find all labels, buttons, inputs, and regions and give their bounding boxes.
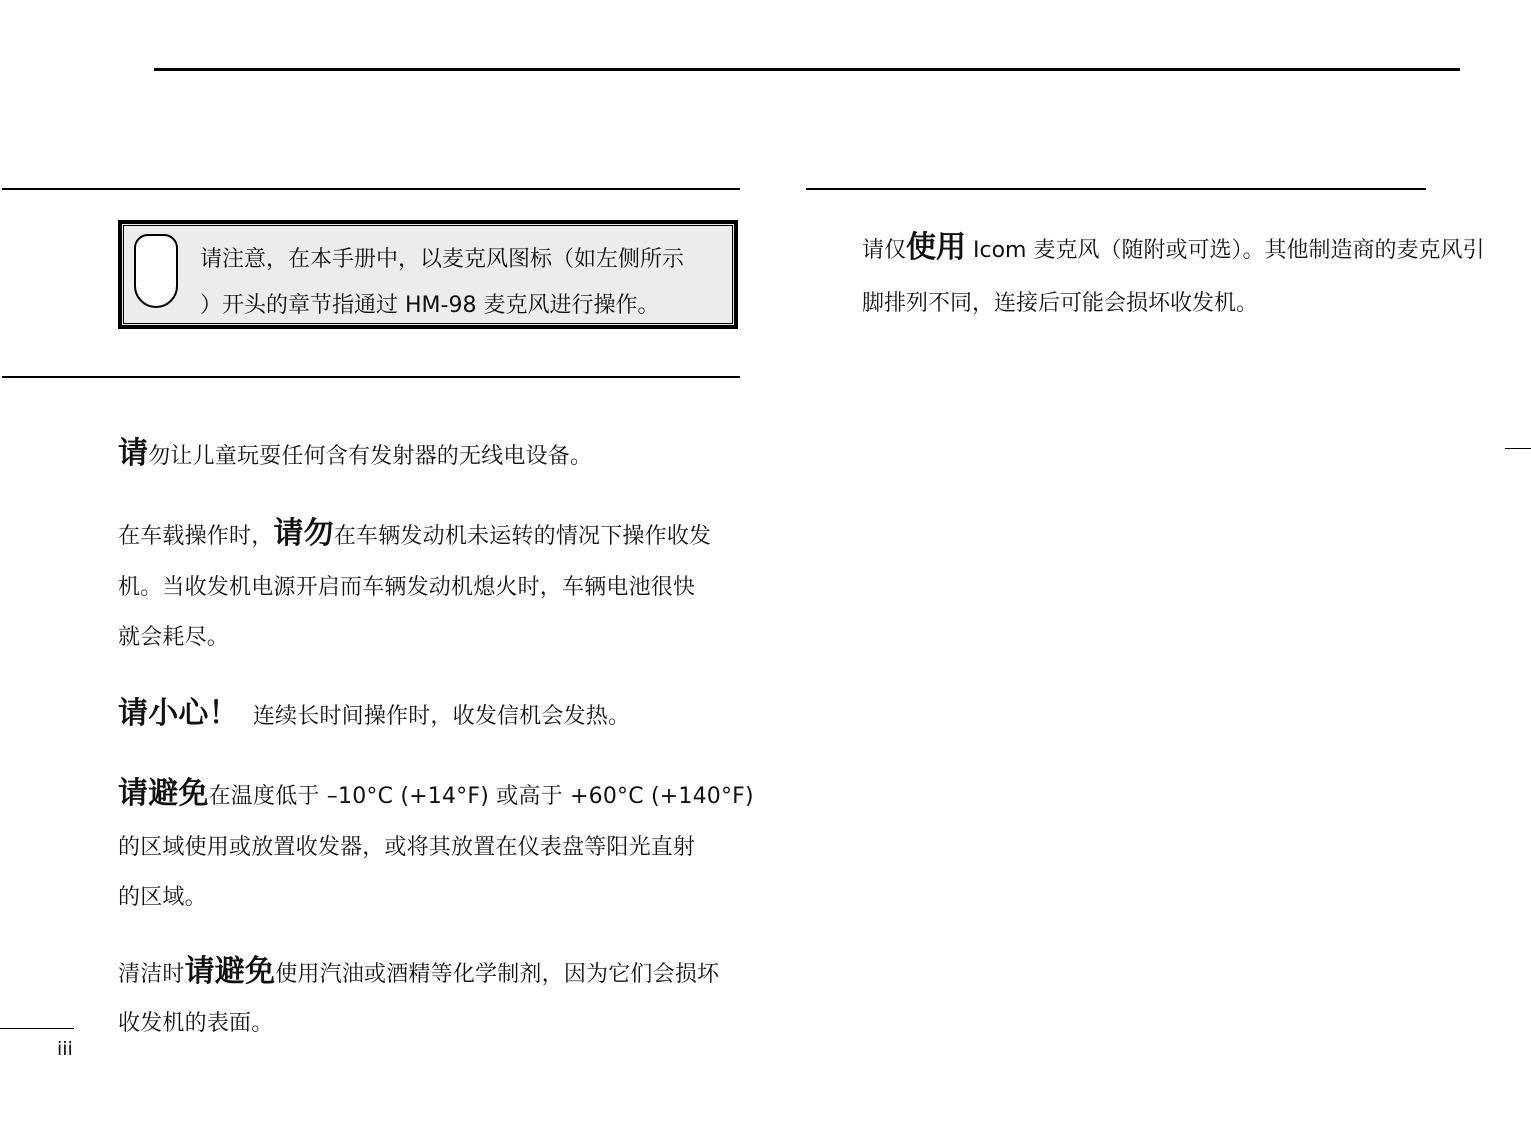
precaution-vehicle-line-3: 就会耗尽。: [118, 625, 230, 650]
emphasis-text: 请避免: [118, 776, 209, 811]
emphasis-text: 请: [118, 436, 149, 471]
right-section-rule-top: [806, 188, 1426, 190]
precaution-temperature-line-2: 的区域使用或放置收发器，或将其放置在仪表盘等阳光直射: [118, 835, 696, 860]
body-text: 勿让儿童玩耍任何含有发射器的无线电设备。: [148, 444, 593, 469]
body-text: 使用汽油或酒精等化学制剂，因为它们会损坏: [275, 962, 720, 987]
precaution-temperature-line-1: [118, 768, 754, 812]
page-number: iii: [57, 1038, 73, 1060]
microphone-icon: [134, 234, 178, 308]
body-text: Icom 麦克风（随附或可选）。其他制造商的麦克风引: [966, 238, 1485, 263]
precaution-microphone-line-1: [862, 222, 1484, 266]
left-section-rule-bottom: [2, 376, 740, 378]
body-text: 在车辆发动机未运转的情况下操作收发: [333, 524, 712, 549]
right-edge-dash: [1505, 448, 1531, 449]
emphasis-text: 请勿: [273, 516, 334, 551]
left-section-rule-top: [2, 188, 740, 190]
precaution-vehicle-line-2: 机。当收发机电源开启而车辆发动机熄火时，车辆电池很快: [118, 575, 696, 600]
body-text: 清洁时: [118, 962, 185, 987]
body-text: 在温度低于 –10°C (+14°F) 或高于 +60°C (+140°F): [208, 784, 754, 809]
body-text: 在车载操作时，: [118, 524, 274, 549]
body-text: 请仅: [862, 238, 907, 263]
precaution-vehicle-line-1: [118, 508, 711, 552]
note-line-1: 请注意，在本手册中，以麦克风图标（如左侧所示: [200, 247, 685, 272]
precaution-cleaning-line-2: 收发机的表面。: [118, 1011, 274, 1036]
precaution-microphone-line-2: 脚排列不同，连接后可能会损坏收发机。: [862, 291, 1259, 316]
top-rule: [154, 68, 1460, 71]
precaution-children-line: [118, 428, 592, 472]
precaution-temperature-line-3: 的区域。: [118, 885, 207, 910]
body-text: 连续长时间操作时，收发信机会发热。: [252, 704, 631, 729]
precaution-cleaning-line-1: [118, 946, 719, 990]
emphasis-text: 请小心！: [118, 696, 239, 731]
emphasis-text: 使用: [906, 230, 967, 265]
emphasis-text: 请避免: [184, 954, 276, 989]
precaution-heat-line: [118, 688, 630, 732]
note-line-2: ）开头的章节指通过 HM-98 麦克风进行操作。: [200, 293, 660, 318]
microphone-note-box: [118, 220, 738, 329]
footer-rule: [0, 1028, 74, 1029]
